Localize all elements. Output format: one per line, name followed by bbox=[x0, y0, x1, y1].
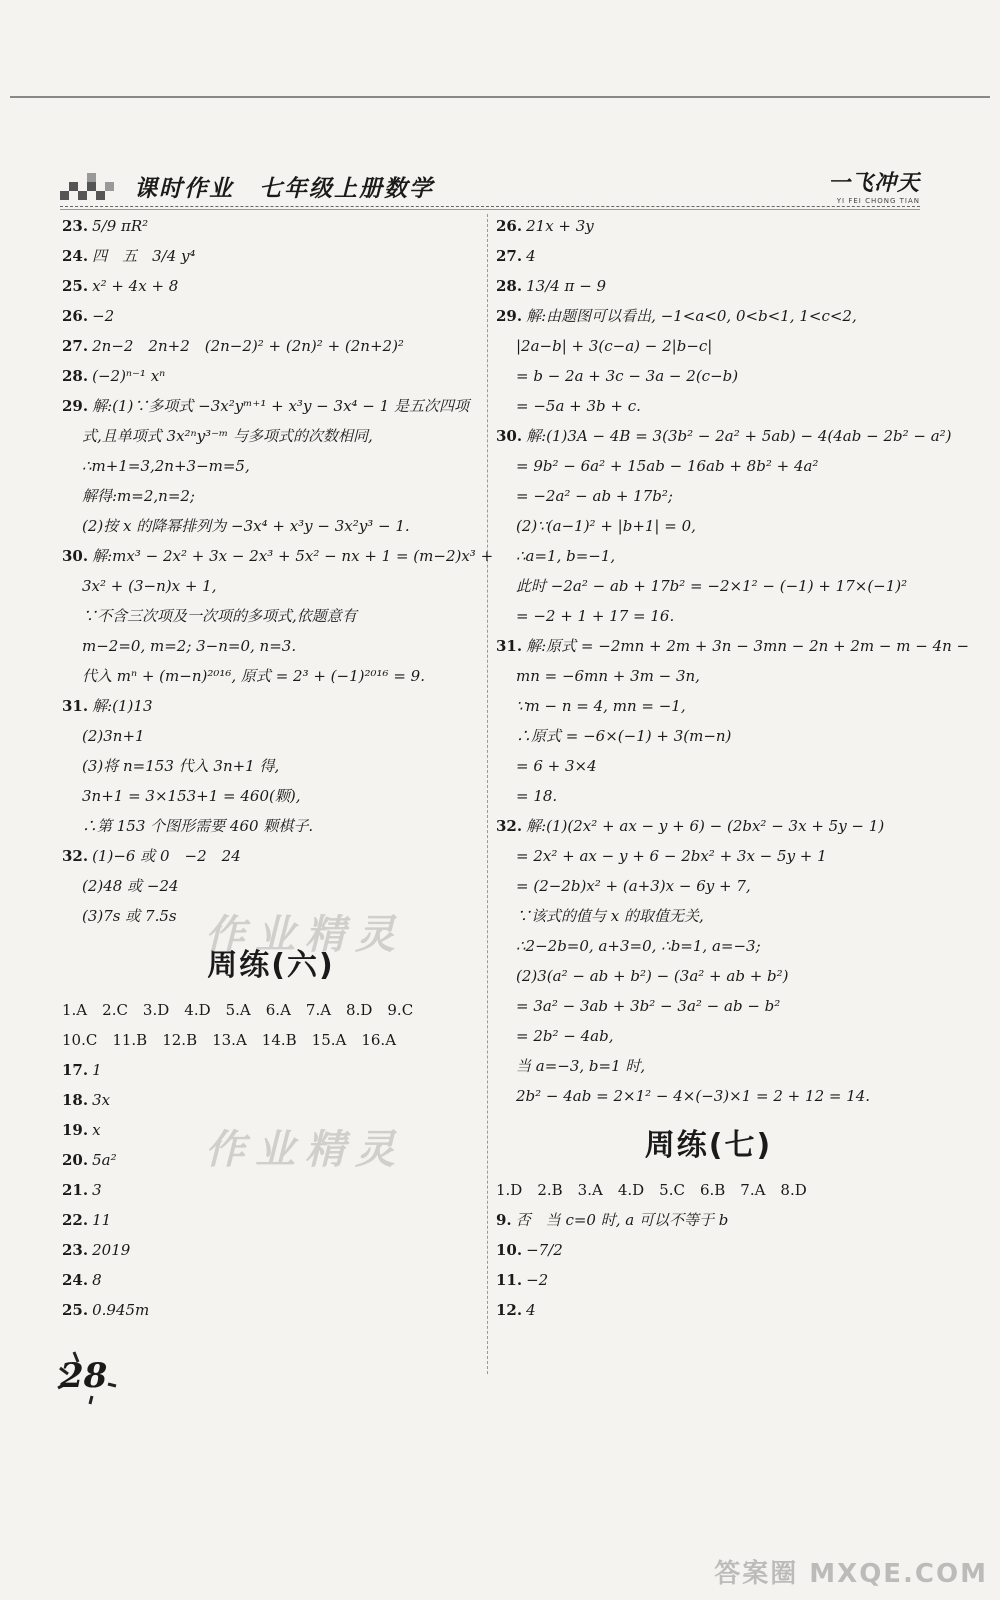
brand-subtitle: YI FEI CHONG TIAN bbox=[836, 197, 920, 205]
answer-text: 解:mx³ − 2x² + 3x − 2x³ + 5x² − nx + 1 = (m−2)x³ + bbox=[92, 547, 494, 565]
answer-text: = 3a² − 3ab + 3b² − 3a² − ab − b² bbox=[516, 997, 781, 1015]
answer-line bbox=[62, 696, 480, 716]
answer-line bbox=[62, 1060, 480, 1080]
question-number: 9. bbox=[496, 1211, 512, 1229]
answer-line bbox=[496, 666, 921, 686]
answer-text: 21x + 3y bbox=[526, 217, 594, 235]
answer-text: = 18. bbox=[516, 787, 558, 805]
answer-text: = −2 + 1 + 17 = 16. bbox=[516, 607, 675, 625]
page-number: 28 bbox=[60, 1356, 108, 1396]
answer-text: 3x bbox=[92, 1091, 111, 1109]
answer-text: = 2x² + ax − y + 6 − 2bx² + 3x − 5y + 1 bbox=[516, 847, 827, 865]
answer-text: ∵不含三次项及一次项的多项式,依题意有 bbox=[82, 607, 357, 625]
answer-text: 解:(1)3A − 4B = 3(3b² − 2a² + 5ab) − 4(4ab − 2b² − a²) bbox=[526, 427, 952, 445]
answer-text: 3 bbox=[92, 1181, 102, 1199]
answer-text: ∵该式的值与 x 的取值无关, bbox=[516, 907, 704, 925]
answer-text: 4 bbox=[526, 247, 536, 265]
answer-line bbox=[62, 756, 480, 776]
question-number: 28. bbox=[496, 277, 523, 295]
answer-line bbox=[496, 576, 921, 596]
mcq-row: 1.D 2.B 3.A 4.D 5.C 6.B 7.A 8.D bbox=[496, 1181, 807, 1199]
answer-line bbox=[496, 426, 952, 446]
answer-text: 4 bbox=[526, 1301, 536, 1319]
answer-text: −2 bbox=[526, 1271, 549, 1289]
answer-text: 5a² bbox=[92, 1151, 117, 1169]
answer-line bbox=[496, 696, 921, 716]
answer-text: −7/2 bbox=[526, 1241, 563, 1259]
answer-line bbox=[62, 846, 480, 866]
answer-line bbox=[496, 246, 921, 266]
answer-line bbox=[496, 1240, 921, 1260]
question-number: 32. bbox=[496, 817, 523, 835]
answer-line bbox=[62, 276, 480, 296]
mcq-row: 1.A 2.C 3.D 4.D 5.A 6.A 7.A 8.D 9.C bbox=[62, 1001, 414, 1019]
answer-line bbox=[62, 246, 480, 266]
question-number: 24. bbox=[62, 1271, 89, 1289]
answer-line bbox=[62, 306, 480, 326]
answer-line bbox=[62, 366, 480, 386]
question-number: 23. bbox=[62, 217, 89, 235]
answer-text: 四 五 3/4 y⁴ bbox=[92, 247, 196, 265]
header-solid-rule bbox=[60, 209, 920, 210]
answer-line bbox=[496, 396, 921, 416]
section-title-week7: 周练(七) bbox=[644, 1128, 773, 1163]
answer-text: (3)将 n=153 代入 3n+1 得, bbox=[82, 757, 280, 775]
answer-text: (2)3n+1 bbox=[82, 727, 145, 745]
answer-text: = 9b² − 6a² + 15ab − 16ab + 8b² + 4a² bbox=[516, 457, 819, 475]
answer-line bbox=[62, 1090, 480, 1110]
question-number: 29. bbox=[62, 397, 89, 415]
answer-line bbox=[496, 816, 921, 836]
mcq-row: 10.C 11.B 12.B 13.A 14.B 15.A 16.A bbox=[62, 1031, 397, 1049]
answer-text: ∴m+1=3,2n+3−m=5, bbox=[82, 457, 250, 475]
answer-line bbox=[496, 846, 921, 866]
answer-line bbox=[496, 546, 921, 566]
answer-line bbox=[62, 1300, 480, 1320]
right-column bbox=[496, 216, 970, 1330]
answer-text: −2 bbox=[92, 307, 115, 325]
answer-text: 此时 −2a² − ab + 17b² = −2×1² − (−1) + 17×(−1)² bbox=[516, 577, 908, 595]
answer-text: ∵m − n = 4, mn = −1, bbox=[516, 697, 686, 715]
week6-answer-list bbox=[62, 1060, 480, 1320]
question-number: 26. bbox=[62, 307, 89, 325]
section-title-week6: 周练(六) bbox=[207, 948, 335, 983]
answer-text: ∴2−2b=0, a+3=0, ∴b=1, a=−3; bbox=[516, 937, 761, 955]
answer-text: 解:(1)(2x² + ax − y + 6) − (2bx² − 3x + 5y − 1) bbox=[526, 817, 885, 835]
answer-text: 代入 mⁿ + (m−n)²⁰¹⁶, 原式 = 2³ + (−1)²⁰¹⁶ = 9. bbox=[82, 667, 425, 685]
answer-line bbox=[62, 1270, 480, 1290]
question-number: 31. bbox=[496, 637, 523, 655]
answer-text: = −2a² − ab + 17b²; bbox=[516, 487, 673, 505]
answer-line bbox=[62, 786, 480, 806]
answer-line bbox=[62, 726, 480, 746]
answer-line bbox=[62, 426, 480, 446]
answer-text: (2)3(a² − ab + b²) − (3a² + ab + b²) bbox=[516, 967, 789, 985]
answer-text: 解得:m=2,n=2; bbox=[82, 487, 195, 505]
question-number: 11. bbox=[496, 1271, 523, 1289]
answer-text: (2)∵(a−1)² + |b+1| = 0, bbox=[516, 517, 696, 535]
answer-line bbox=[62, 216, 480, 236]
question-number: 25. bbox=[62, 277, 89, 295]
answer-text: (2)48 或 −24 bbox=[82, 877, 179, 895]
answer-line bbox=[62, 456, 480, 476]
column-divider bbox=[487, 214, 488, 1374]
answer-line bbox=[496, 216, 921, 236]
answer-text: (2)按 x 的降幂排列为 −3x⁴ + x³y − 3x²y³ − 1. bbox=[82, 517, 410, 535]
right-answer-list bbox=[496, 216, 970, 1106]
question-number: 26. bbox=[496, 217, 523, 235]
answer-line bbox=[62, 606, 480, 626]
page-header bbox=[60, 166, 920, 206]
answer-line bbox=[496, 276, 921, 296]
answer-line bbox=[496, 966, 921, 986]
checker-logo-icon bbox=[60, 166, 116, 200]
answer-text: 13/4 π − 9 bbox=[526, 277, 607, 295]
question-number: 32. bbox=[62, 847, 89, 865]
brand-logo bbox=[828, 166, 920, 205]
question-number: 31. bbox=[62, 697, 89, 715]
answer-line bbox=[62, 396, 480, 416]
question-number: 27. bbox=[496, 247, 523, 265]
question-number: 10. bbox=[496, 1241, 523, 1259]
answer-text: 解:由题图可以看出, −1<a<0, 0<b<1, 1<c<2, bbox=[526, 307, 857, 325]
answer-text: = 6 + 3×4 bbox=[516, 757, 597, 775]
answer-text: 解:(1)∵多项式 −3x²yᵐ⁺¹ + x³y − 3x⁴ − 1 是五次四项 bbox=[92, 397, 469, 415]
question-number: 29. bbox=[496, 307, 523, 325]
question-number: 12. bbox=[496, 1301, 523, 1319]
header-dashed-rule bbox=[60, 206, 920, 207]
answer-text: x² + 4x + 8 bbox=[92, 277, 179, 295]
answer-text: x bbox=[92, 1121, 101, 1139]
answer-text: = b − 2a + 3c − 3a − 2(c−b) bbox=[516, 367, 739, 385]
answer-line bbox=[62, 1240, 480, 1260]
answer-line bbox=[496, 336, 921, 356]
answer-line bbox=[496, 996, 921, 1016]
answer-line bbox=[496, 786, 921, 806]
week7-answer-list bbox=[496, 1210, 921, 1320]
answer-line bbox=[496, 606, 921, 626]
header-title: 课时作业 七年级上册数学 bbox=[134, 175, 434, 202]
answer-line bbox=[496, 636, 970, 656]
answer-line bbox=[496, 906, 921, 926]
answer-text: 0.945m bbox=[92, 1301, 150, 1319]
question-number: 21. bbox=[62, 1181, 89, 1199]
answer-text: 5/9 πR² bbox=[92, 217, 149, 235]
answer-line bbox=[496, 1270, 921, 1290]
answer-text: 2b² − 4ab = 2×1² − 4×(−3)×1 = 2 + 12 = 14. bbox=[516, 1087, 871, 1105]
question-number: 24. bbox=[62, 247, 89, 265]
watermark: 作业精灵 bbox=[205, 1127, 405, 1173]
answer-text: 11 bbox=[92, 1211, 112, 1229]
answer-text: ∴原式 = −6×(−1) + 3(m−n) bbox=[516, 727, 732, 745]
question-number: 18. bbox=[62, 1091, 89, 1109]
answer-text: (1)−6 或 0 −2 24 bbox=[92, 847, 241, 865]
answer-text: 解:原式 = −2mn + 2m + 3n − 3mn − 2n + 2m − m − 4n − bbox=[526, 637, 970, 655]
answer-line bbox=[496, 936, 921, 956]
answer-line bbox=[62, 546, 494, 566]
answer-line bbox=[62, 816, 480, 836]
answer-line bbox=[62, 1180, 480, 1200]
top-rule bbox=[10, 96, 990, 98]
watermark: 作业精灵 bbox=[205, 912, 405, 958]
answer-line bbox=[496, 486, 921, 506]
corner-watermark: 答案圈 MXQE.COM bbox=[714, 1559, 988, 1589]
answer-line bbox=[496, 726, 921, 746]
question-number: 30. bbox=[62, 547, 89, 565]
answer-line bbox=[496, 456, 921, 476]
answer-line bbox=[62, 1210, 480, 1230]
answer-line bbox=[496, 876, 921, 896]
answer-line bbox=[496, 516, 921, 536]
answer-line bbox=[496, 1086, 921, 1106]
answer-line bbox=[496, 306, 921, 326]
answer-text: = −5a + 3b + c. bbox=[516, 397, 641, 415]
answer-line bbox=[496, 756, 921, 776]
answer-line bbox=[496, 1056, 921, 1076]
left-answer-list bbox=[62, 216, 494, 926]
answer-line bbox=[496, 1026, 921, 1046]
brand-name: 一飞冲天 bbox=[827, 170, 920, 196]
answer-text: 2n−2 2n+2 (2n−2)² + (2n)² + (2n+2)² bbox=[92, 337, 404, 355]
answer-text: 当 a=−3, b=1 时, bbox=[516, 1057, 646, 1075]
question-number: 27. bbox=[62, 337, 89, 355]
answer-line bbox=[62, 336, 480, 356]
question-number: 19. bbox=[62, 1121, 89, 1139]
answer-line bbox=[496, 366, 921, 386]
question-number: 22. bbox=[62, 1211, 89, 1229]
answer-line bbox=[62, 636, 480, 656]
answer-line bbox=[62, 666, 480, 686]
question-number: 17. bbox=[62, 1061, 89, 1079]
answer-line bbox=[496, 1210, 921, 1230]
answer-line bbox=[62, 516, 480, 536]
answer-line bbox=[62, 486, 480, 506]
question-number: 30. bbox=[496, 427, 523, 445]
question-number: 20. bbox=[62, 1151, 89, 1169]
answer-text: 解:(1)13 bbox=[92, 697, 153, 715]
answer-text: m−2=0, m=2; 3−n=0, n=3. bbox=[82, 637, 297, 655]
answer-line bbox=[496, 1300, 921, 1320]
question-number: 28. bbox=[62, 367, 89, 385]
answer-line bbox=[62, 576, 480, 596]
answer-text: 2019 bbox=[92, 1241, 131, 1259]
answer-text: |2a−b| + 3(c−a) − 2|b−c| bbox=[516, 337, 713, 355]
answer-text: 3n+1 = 3×153+1 = 460(颗), bbox=[82, 787, 301, 805]
answer-text: 1 bbox=[92, 1061, 102, 1079]
answer-text: 8 bbox=[92, 1271, 102, 1289]
answer-text: (−2)ⁿ⁻¹ xⁿ bbox=[92, 367, 166, 385]
answer-line bbox=[62, 876, 480, 896]
answer-text: mn = −6mn + 3m − 3n, bbox=[516, 667, 700, 685]
answer-text: ∴a=1, b=−1, bbox=[516, 547, 616, 565]
answer-text: 否 当 c=0 时, a 可以不等于 b bbox=[515, 1211, 729, 1229]
answer-text: 式,且单项式 3x²ⁿy³⁻ᵐ 与多项式的次数相同, bbox=[82, 427, 373, 445]
answer-text: 3x² + (3−n)x + 1, bbox=[82, 577, 217, 595]
answer-text: = 2b² − 4ab, bbox=[516, 1027, 614, 1045]
answer-text: = (2−2b)x² + (a+3)x − 6y + 7, bbox=[516, 877, 751, 895]
answer-text: (3)7s 或 7.5s bbox=[82, 907, 177, 925]
question-number: 25. bbox=[62, 1301, 89, 1319]
question-number: 23. bbox=[62, 1241, 89, 1259]
answer-text: ∴第 153 个图形需要 460 颗棋子. bbox=[82, 817, 314, 835]
